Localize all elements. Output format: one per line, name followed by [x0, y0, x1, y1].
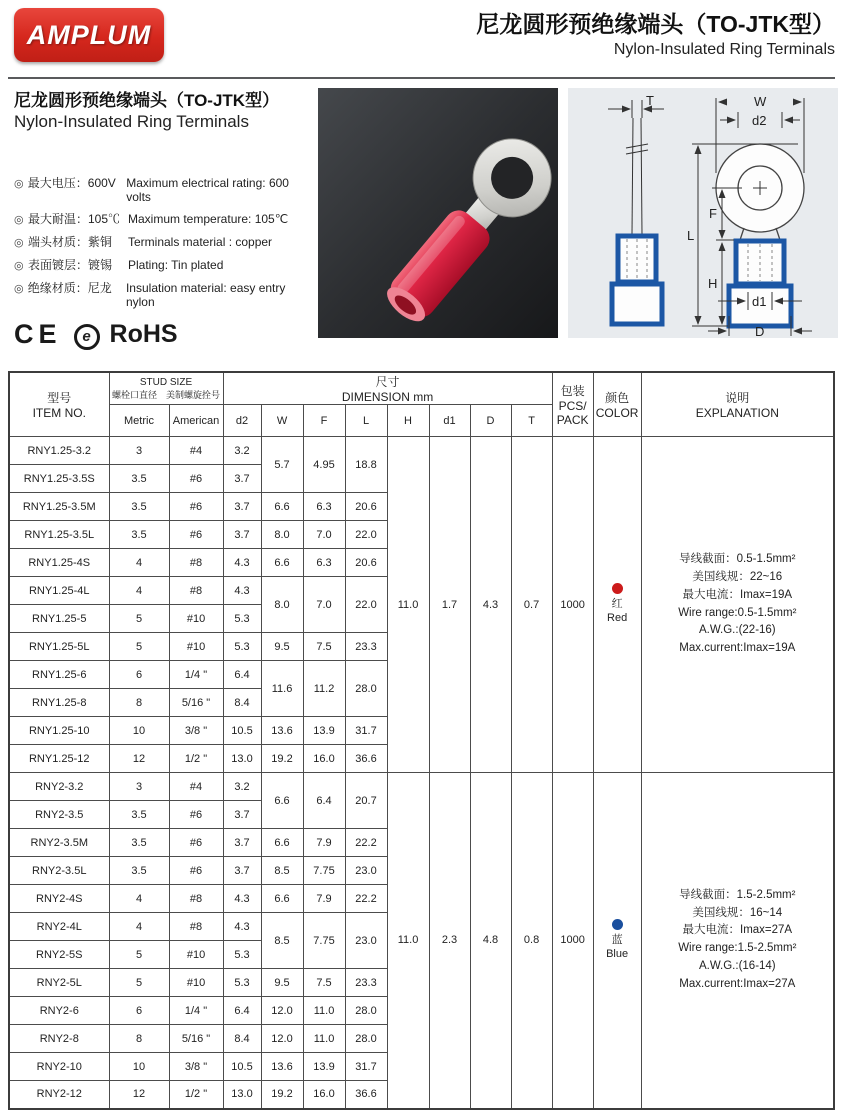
bullet-icon: ◎: [14, 260, 24, 272]
h-cell: 11.0: [387, 773, 429, 1109]
bullet-icon: ◎: [14, 237, 24, 249]
item-no-cell: RNY1.25-8: [9, 689, 109, 717]
american-cell: #10: [169, 969, 223, 997]
spec-row: [14, 279, 314, 309]
d2-cell: 3.7: [223, 857, 261, 885]
metric-cell: 3.5: [109, 521, 169, 549]
spec-label-en: Insulation material: easy entry nylon: [125, 281, 286, 309]
pack-cell: 1000: [552, 773, 593, 1109]
metric-cell: 8: [109, 689, 169, 717]
l-cell: 18.8: [345, 437, 387, 493]
item-no-cell: RNY1.25-3.5M: [9, 493, 109, 521]
w-cell: 13.6: [261, 717, 303, 745]
american-cell: #6: [169, 493, 223, 521]
item-no-cell: RNY1.25-5L: [9, 633, 109, 661]
d2-cell: 3.7: [223, 465, 261, 493]
col-subheader-t: T: [511, 405, 552, 437]
w-cell: 13.6: [261, 1053, 303, 1081]
dim-label-d: D: [755, 324, 765, 338]
dim-label-l: L: [687, 228, 695, 243]
d2-cell: 13.0: [223, 745, 261, 773]
document-title-block: [476, 6, 835, 59]
dim-label-w: W: [754, 94, 767, 109]
d2-cell: 6.4: [223, 661, 261, 689]
d2-cell: 10.5: [223, 1053, 261, 1081]
col-group-stud-size: [109, 372, 223, 405]
metric-cell: 3.5: [109, 829, 169, 857]
bullet-icon: ◎: [14, 283, 24, 295]
explanation-line: A.W.G.:(22-16): [698, 624, 776, 637]
f-cell: 4.95: [303, 437, 345, 493]
color-name-cn: 蓝: [611, 934, 623, 946]
pack-en-2: PACK: [556, 413, 589, 427]
w-cell: 11.6: [261, 661, 303, 717]
l-cell: 23.0: [345, 857, 387, 885]
f-cell: 13.9: [303, 717, 345, 745]
american-cell: #10: [169, 605, 223, 633]
item-no-cell: RNY1.25-3.5S: [9, 465, 109, 493]
item-no-cell: RNY2-3.2: [9, 773, 109, 801]
brand-name: AMPLUM: [26, 19, 152, 50]
item-no-cell: RNY1.25-3.5L: [9, 521, 109, 549]
w-cell: 8.0: [261, 521, 303, 549]
w-cell: 6.6: [261, 549, 303, 577]
product-title-cn: 尼龙圆形预绝缘端头（TO-JTK型）: [14, 91, 280, 110]
american-cell: #8: [169, 549, 223, 577]
dim-label-t: T: [646, 93, 654, 108]
dim-label-d2: d2: [752, 113, 767, 128]
spec-label-en: Maximum temperature: 105℃: [128, 212, 289, 226]
l-cell: 22.2: [345, 885, 387, 913]
col-subheader-w: W: [261, 405, 303, 437]
spec-list: [14, 174, 314, 309]
spec-row: [14, 256, 314, 273]
dim-label-f: F: [709, 206, 717, 221]
item-no-cell: RNY1.25-4L: [9, 577, 109, 605]
spec-label-en: Plating: Tin plated: [128, 258, 224, 272]
item-no-cell: RNY1.25-12: [9, 745, 109, 773]
item-no-cell: RNY2-3.5M: [9, 829, 109, 857]
metric-cell: 10: [109, 1053, 169, 1081]
f-cell: 7.9: [303, 885, 345, 913]
dim-label-d1: d1: [752, 294, 767, 309]
t-cell: 0.7: [511, 437, 552, 773]
item-no-cell: RNY2-6: [9, 997, 109, 1025]
f-cell: 13.9: [303, 1053, 345, 1081]
explanation-line: Wire range:1.5-2.5mm²: [678, 942, 797, 955]
item-no-cell: RNY2-12: [9, 1081, 109, 1109]
l-cell: 36.6: [345, 1081, 387, 1109]
w-cell: 19.2: [261, 1081, 303, 1109]
item-no-cell: RNY2-8: [9, 1025, 109, 1053]
h-cell: 11.0: [387, 437, 429, 773]
spec-row: [14, 174, 314, 204]
explanation-line: 最大电流：Imax=27A: [682, 924, 793, 937]
f-cell: 7.0: [303, 521, 345, 549]
d1-cell: 1.7: [429, 437, 470, 773]
f-cell: 16.0: [303, 1081, 345, 1109]
l-cell: 23.3: [345, 969, 387, 997]
d2-cell: 8.4: [223, 1025, 261, 1053]
col-subheader-d2: d2: [223, 405, 261, 437]
american-cell: 5/16 ": [169, 1025, 223, 1053]
f-cell: 7.5: [303, 633, 345, 661]
f-cell: 11.0: [303, 1025, 345, 1053]
w-cell: 8.5: [261, 913, 303, 969]
spec-label-cn: 表面镀层：镀锡: [28, 258, 113, 272]
w-cell: 12.0: [261, 997, 303, 1025]
item-no-cell: RNY2-4L: [9, 913, 109, 941]
d2-cell: 3.7: [223, 493, 261, 521]
american-cell: #4: [169, 437, 223, 465]
spec-label-cn: 最大电压：600V: [27, 176, 116, 190]
f-cell: 7.5: [303, 969, 345, 997]
american-cell: #8: [169, 885, 223, 913]
metric-cell: 3.5: [109, 493, 169, 521]
color-name-en: Red: [607, 612, 628, 624]
f-cell: 16.0: [303, 745, 345, 773]
col-header-pack: [552, 372, 593, 437]
e-certification-icon: e: [74, 324, 100, 350]
w-cell: 9.5: [261, 633, 303, 661]
explanation-line: 美国线规：16~14: [692, 906, 783, 919]
d2-cell: 3.7: [223, 829, 261, 857]
stud-size-en: STUD SIZE: [139, 376, 193, 388]
item-no-cell: RNY1.25-5: [9, 605, 109, 633]
d2-cell: 10.5: [223, 717, 261, 745]
metric-cell: 5: [109, 969, 169, 997]
explanation-cell: [641, 773, 834, 1109]
l-cell: 22.0: [345, 577, 387, 633]
l-cell: 20.7: [345, 773, 387, 829]
bullet-icon: ◎: [14, 214, 24, 226]
spec-label-en: Maximum electrical rating: 600 volts: [126, 176, 289, 204]
col-header-color: [593, 372, 641, 437]
item-no-cell: RNY2-3.5L: [9, 857, 109, 885]
d2-cell: 6.4: [223, 997, 261, 1025]
item-no-cell: RNY2-5S: [9, 941, 109, 969]
table-row: [9, 437, 834, 465]
color-cell: [593, 773, 641, 1109]
l-cell: 23.3: [345, 633, 387, 661]
l-cell: 28.0: [345, 661, 387, 717]
bullet-icon: ◎: [14, 178, 24, 190]
metric-cell: 5: [109, 605, 169, 633]
american-cell: #10: [169, 633, 223, 661]
w-cell: 6.6: [261, 829, 303, 857]
explanation-line: Max.current:Imax=19A: [679, 642, 796, 655]
item-no-cell: RNY1.25-10: [9, 717, 109, 745]
metric-cell: 8: [109, 1025, 169, 1053]
american-cell: 1/4 ": [169, 997, 223, 1025]
product-title-en: Nylon-Insulated Ring Terminals: [14, 112, 249, 131]
f-cell: 7.75: [303, 913, 345, 969]
l-cell: 36.6: [345, 745, 387, 773]
color-cell: [593, 437, 641, 773]
ring-terminal-photo: [318, 88, 558, 338]
item-no-cell: RNY2-10: [9, 1053, 109, 1081]
d2-cell: 3.7: [223, 801, 261, 829]
d2-cell: 5.3: [223, 941, 261, 969]
w-cell: 6.6: [261, 885, 303, 913]
explanation-line: Max.current:Imax=27A: [679, 977, 796, 990]
f-cell: 7.0: [303, 577, 345, 633]
w-cell: 9.5: [261, 969, 303, 997]
document-title-en: Nylon-Insulated Ring Terminals: [613, 41, 835, 58]
explanation-line: 美国线规：22~16: [692, 570, 783, 583]
item-no-cell: RNY1.25-3.2: [9, 437, 109, 465]
brand-logo: [14, 8, 164, 62]
d2-cell: 5.3: [223, 969, 261, 997]
w-cell: 19.2: [261, 745, 303, 773]
metric-cell: 3.5: [109, 465, 169, 493]
d2-cell: 5.3: [223, 605, 261, 633]
l-cell: 20.6: [345, 493, 387, 521]
metric-cell: 4: [109, 577, 169, 605]
d2-cell: 4.3: [223, 885, 261, 913]
american-cell: 1/2 ": [169, 745, 223, 773]
dimension-en: DIMENSION mm: [341, 390, 434, 404]
header-divider: [8, 77, 835, 79]
item-no-cell: RNY1.25-4S: [9, 549, 109, 577]
american-cell: 3/8 ": [169, 1053, 223, 1081]
spec-row: [14, 233, 314, 250]
col-subheader-d1: d1: [429, 405, 470, 437]
w-cell: 8.0: [261, 577, 303, 633]
spec-table: [8, 371, 835, 1110]
metric-cell: 4: [109, 885, 169, 913]
metric-cell: 3: [109, 437, 169, 465]
dimension-diagram: [568, 88, 838, 338]
d2-cell: 8.4: [223, 689, 261, 717]
american-cell: #4: [169, 773, 223, 801]
table-row: [9, 773, 834, 801]
item-no-cell: RNY2-5L: [9, 969, 109, 997]
spec-label-cn: 最大耐温：105℃: [28, 212, 121, 226]
american-cell: 5/16 ": [169, 689, 223, 717]
metric-cell: 5: [109, 633, 169, 661]
explanation-line: 导线截面：0.5-1.5mm²: [679, 553, 796, 566]
explanation-cell: [641, 437, 834, 773]
d-cell: 4.8: [470, 773, 511, 1109]
f-cell: 6.4: [303, 773, 345, 829]
col-header-item-cn: 型号: [47, 391, 72, 405]
col-group-dimension: [223, 372, 552, 405]
color-dot-icon: [612, 919, 623, 930]
american-cell: #6: [169, 801, 223, 829]
f-cell: 6.3: [303, 549, 345, 577]
f-cell: 7.75: [303, 857, 345, 885]
col-subheader-l: L: [345, 405, 387, 437]
f-cell: 7.9: [303, 829, 345, 857]
w-cell: 6.6: [261, 773, 303, 829]
color-dot-icon: [612, 583, 623, 594]
t-cell: 0.8: [511, 773, 552, 1109]
metric-cell: 12: [109, 745, 169, 773]
d2-cell: 13.0: [223, 1081, 261, 1109]
d1-cell: 2.3: [429, 773, 470, 1109]
american-cell: #6: [169, 465, 223, 493]
product-photo: [318, 88, 558, 338]
w-cell: 6.6: [261, 493, 303, 521]
explanation-cn: 说明: [725, 391, 750, 405]
american-cell: 3/8 ": [169, 717, 223, 745]
american-cell: #6: [169, 829, 223, 857]
item-no-cell: RNY1.25-6: [9, 661, 109, 689]
l-cell: 31.7: [345, 717, 387, 745]
color-cn: 颜色: [605, 391, 630, 405]
ce-mark-icon: CE: [14, 319, 62, 349]
l-cell: 31.7: [345, 1053, 387, 1081]
metric-cell: 3.5: [109, 801, 169, 829]
metric-cell: 12: [109, 1081, 169, 1109]
color-en: COLOR: [595, 406, 639, 420]
d2-cell: 4.3: [223, 549, 261, 577]
metric-cell: 6: [109, 661, 169, 689]
f-cell: 6.3: [303, 493, 345, 521]
metric-cell: 5: [109, 941, 169, 969]
american-cell: #6: [169, 521, 223, 549]
american-cell: 1/2 ": [169, 1081, 223, 1109]
stud-size-cn: 螺栓口直径 美制螺旋拴号: [112, 389, 221, 400]
metric-cell: 3.5: [109, 857, 169, 885]
american-cell: 1/4 ": [169, 661, 223, 689]
f-cell: 11.2: [303, 661, 345, 717]
d-cell: 4.3: [470, 437, 511, 773]
explanation-line: 最大电流：Imax=19A: [682, 588, 793, 601]
document-title-cn: 尼龙圆形预绝缘端头（TO-JTK型）: [476, 11, 835, 37]
color-name-en: Blue: [606, 947, 629, 960]
spec-row: [14, 210, 314, 227]
col-header-item-no: [9, 372, 109, 437]
metric-cell: 10: [109, 717, 169, 745]
d2-cell: 3.7: [223, 521, 261, 549]
spec-label-cn: 绝缘材质：尼龙: [27, 281, 112, 295]
l-cell: 22.0: [345, 521, 387, 549]
l-cell: 28.0: [345, 1025, 387, 1053]
dimension-cn: 尺寸: [375, 375, 400, 389]
spec-label-en: Terminals material : copper: [128, 235, 273, 249]
col-subheader-h: H: [387, 405, 429, 437]
american-cell: #8: [169, 577, 223, 605]
item-no-cell: RNY2-3.5: [9, 801, 109, 829]
col-header-item-en: ITEM NO.: [32, 406, 86, 420]
l-cell: 22.2: [345, 829, 387, 857]
col-subheader-american: American: [169, 405, 223, 437]
pack-en-1: PCS/: [558, 399, 587, 413]
d2-cell: 3.2: [223, 437, 261, 465]
metric-cell: 4: [109, 913, 169, 941]
l-cell: 28.0: [345, 997, 387, 1025]
american-cell: #10: [169, 941, 223, 969]
color-name-cn: 红: [611, 598, 623, 611]
d2-cell: 4.3: [223, 913, 261, 941]
w-cell: 12.0: [261, 1025, 303, 1053]
explanation-line: Wire range:0.5-1.5mm²: [678, 606, 797, 619]
col-subheader-metric: Metric: [109, 405, 169, 437]
american-cell: #6: [169, 857, 223, 885]
item-no-cell: RNY2-4S: [9, 885, 109, 913]
metric-cell: 3: [109, 773, 169, 801]
col-subheader-d: D: [470, 405, 511, 437]
f-cell: 11.0: [303, 997, 345, 1025]
dim-label-h: H: [708, 276, 718, 291]
american-cell: #8: [169, 913, 223, 941]
col-header-explanation: [641, 372, 834, 437]
spec-label-cn: 端头材质：紫铜: [28, 235, 113, 249]
l-cell: 20.6: [345, 549, 387, 577]
rohs-mark: RoHS: [109, 320, 178, 348]
d2-cell: 5.3: [223, 633, 261, 661]
dimension-diagram-svg: [568, 88, 838, 338]
metric-cell: 6: [109, 997, 169, 1025]
l-cell: 23.0: [345, 913, 387, 969]
w-cell: 5.7: [261, 437, 303, 493]
explanation-line: A.W.G.:(16-14): [698, 960, 776, 973]
pack-cell: 1000: [552, 437, 593, 773]
explanation-line: 导线截面：1.5-2.5mm²: [679, 888, 796, 901]
d2-cell: 3.2: [223, 773, 261, 801]
col-subheader-f: F: [303, 405, 345, 437]
d2-cell: 4.3: [223, 577, 261, 605]
explanation-en: EXPLANATION: [695, 406, 779, 420]
certification-marks: [14, 319, 314, 350]
product-info: [14, 86, 314, 350]
w-cell: 8.5: [261, 857, 303, 885]
pack-cn: 包装: [560, 384, 585, 398]
metric-cell: 4: [109, 549, 169, 577]
